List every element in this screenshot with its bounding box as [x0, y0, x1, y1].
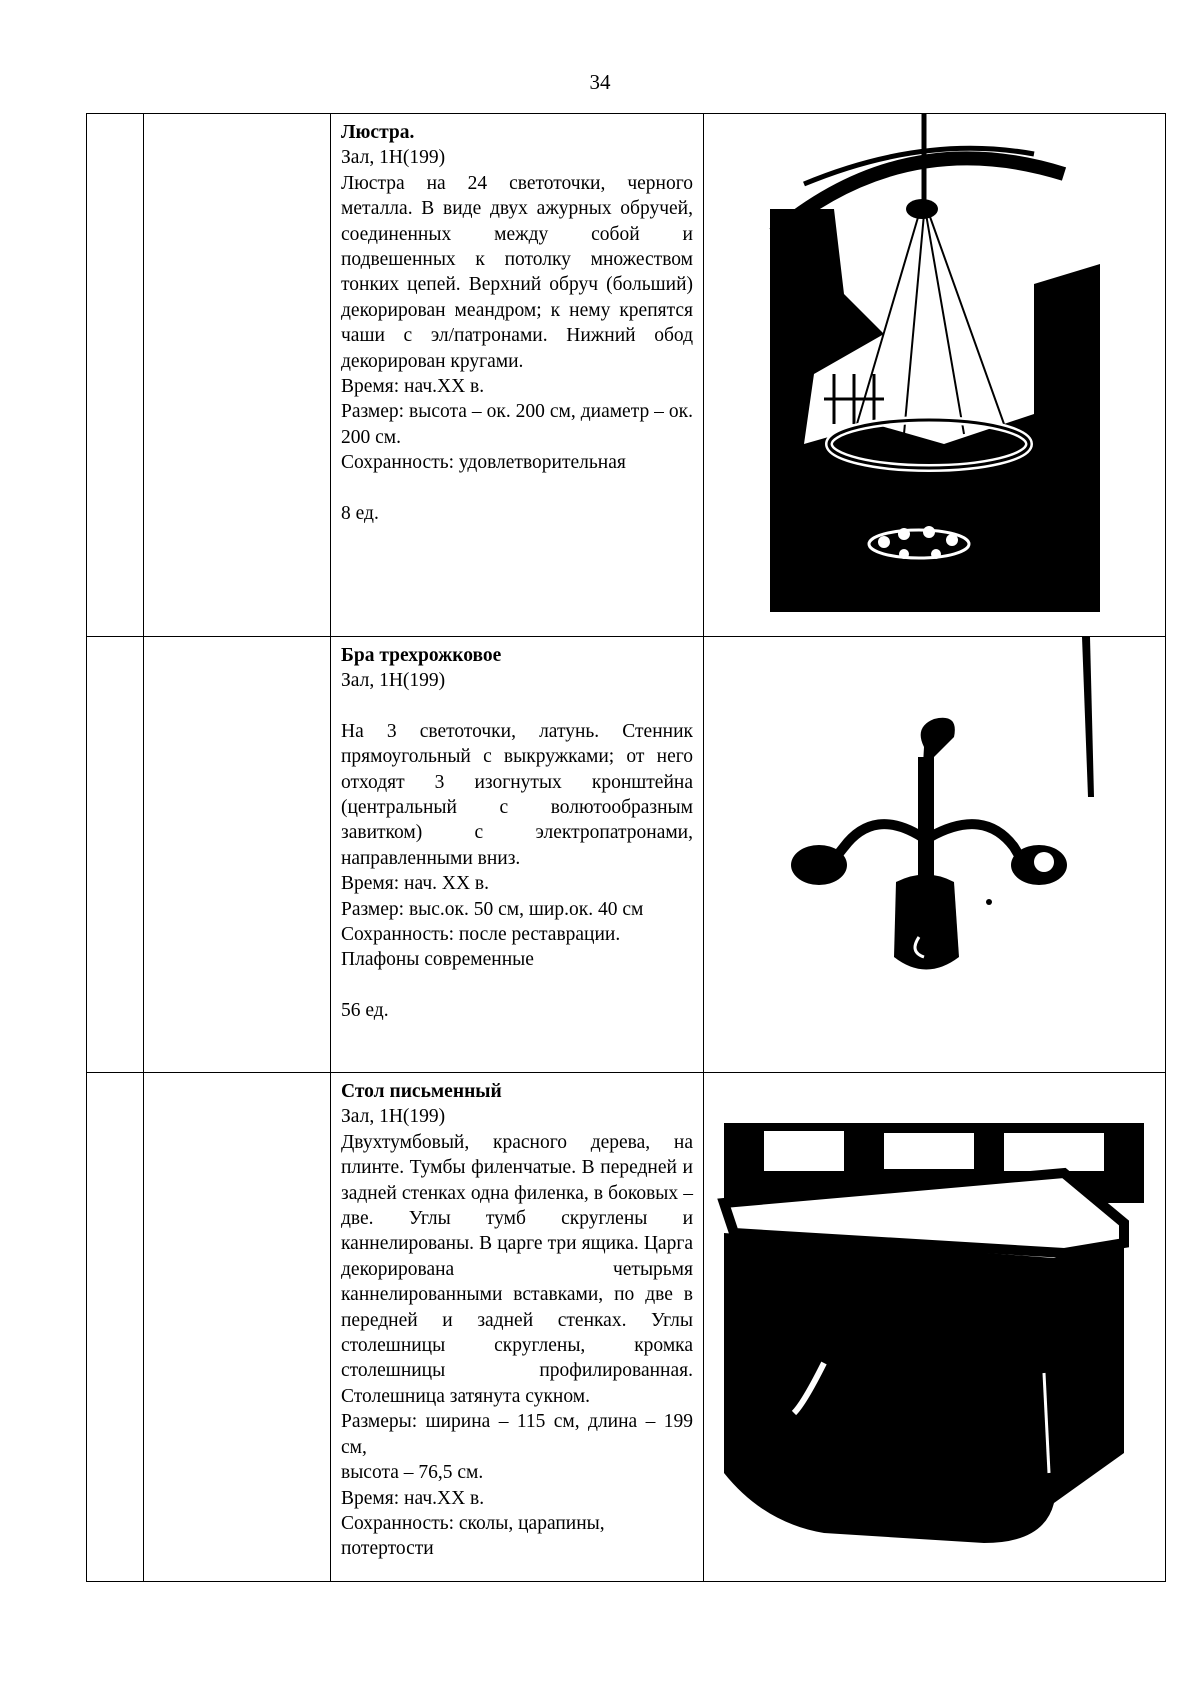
item-location: Зал, 1Н(199) — [341, 147, 446, 169]
item-location: Зал, 1Н(199) — [341, 1106, 446, 1128]
inventory-table — [86, 113, 1166, 1582]
item-description: Люстра на 24 светоточки, черного металла. В виде двух ажурных обручей, соединенных между собой и подвешенных к потолку множеством тонких цепей. Верхний обруч (больший) декорирован меандром; к нему крепятся чаши с эл/патронами. Нижний обод декорирован кругами. — [341, 172, 693, 372]
description-cell — [331, 637, 704, 1073]
item-size: Размеры: ширина – 115 см, длина – 199 см, — [341, 1411, 693, 1458]
index-cell — [87, 1073, 144, 1582]
writing-desk-photo — [704, 1073, 1164, 1573]
item-title: Стол письменный — [341, 1081, 502, 1102]
item-title: Люстра. — [341, 122, 415, 143]
table-row — [87, 114, 1166, 637]
item-size: Размер: выс.ок. 50 см, шир.ок. 40 см — [341, 898, 644, 920]
item-description: На 3 светоточки, латунь. Стенник прямоугольный с выкружками; от него отходят 3 изогнутых кронштейна (центральный с волютообразным завитком) с электропатронами, направленными вниз. — [341, 720, 693, 869]
chandelier-photo — [704, 114, 1164, 634]
item-quantity: 56 ед. — [341, 999, 389, 1021]
item-quantity: 8 ед. — [341, 502, 379, 524]
code-cell — [144, 1073, 331, 1582]
page-number: 34 — [589, 70, 611, 94]
photo-cell — [704, 114, 1166, 637]
item-description: Двухтумбовый, красного дерева, на плинте. Тумбы филенчатые. В передней и задней стенках одна филенка, в боковых – две. Углы тумб скруглены и каннелированы. В царге три ящика. Царга декорирована четырьмя каннелированными вставками, по две в передней и задней стенках. Углы столешницы скруглены, кромка столешницы профилированная. Столешница затянута сукном. — [341, 1131, 693, 1407]
item-title: Бра трехрожковое — [341, 645, 502, 666]
photo-cell — [704, 1073, 1166, 1582]
table-row — [87, 1073, 1166, 1582]
code-cell — [144, 114, 331, 637]
item-condition: Сохранность: удовлетворительная — [341, 452, 626, 474]
index-cell — [87, 637, 144, 1073]
table-row — [87, 637, 1166, 1073]
item-time: Время: нач. XX в. — [341, 873, 490, 895]
description-cell — [331, 114, 704, 637]
item-location: Зал, 1Н(199) — [341, 670, 446, 692]
code-cell — [144, 637, 331, 1073]
item-condition: Сохранность: после реставрации. Плафоны современные — [341, 924, 621, 971]
photo-cell — [704, 637, 1166, 1073]
item-size-height: высота – 76,5 см. — [341, 1462, 484, 1484]
item-condition: Сохранность: сколы, царапины, потертости — [341, 1512, 605, 1560]
description-cell — [331, 1073, 704, 1582]
index-cell — [87, 114, 144, 637]
wall-sconce-photo — [704, 637, 1164, 1067]
item-size: Размер: высота – ок. 200 см, диаметр – ок. 200 см. — [341, 401, 693, 448]
item-time: Время: нач.XX в. — [341, 376, 485, 398]
item-time: Время: нач.XX в. — [341, 1487, 485, 1509]
